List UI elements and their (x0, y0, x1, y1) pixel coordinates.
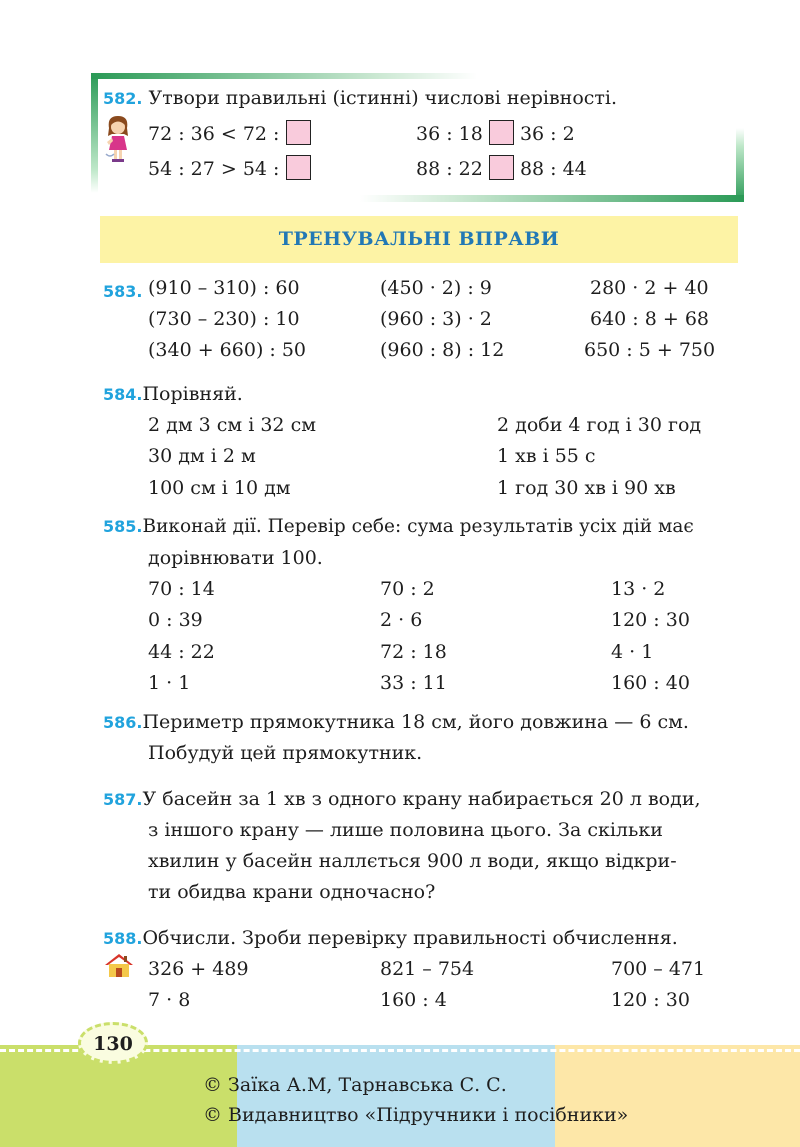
exercise-title: Утвори правильні (істинні) числові нерівності. (148, 87, 618, 109)
exercise-number: 584. (103, 385, 143, 404)
inequality-left-text: 36 : 18 (416, 123, 483, 145)
exercise-number: 585. (103, 517, 143, 536)
exercise-text-line: Побудуй цей прямокутник. (148, 742, 423, 764)
exercise-number: 587. (103, 790, 143, 809)
expression: 160 : 4 (380, 989, 447, 1011)
footer-band-yellow (555, 1045, 800, 1147)
exercise-text-line: хвилин у басейн наллється 900 л води, якщо відкри- (148, 850, 677, 872)
expression: 7 · 8 (148, 989, 191, 1011)
expression: 326 + 489 (148, 958, 249, 980)
exercise-title: Порівняй. (142, 383, 243, 405)
expression: 72 : 18 (380, 641, 447, 663)
exercise-587-heading (103, 787, 701, 812)
house-icon (104, 952, 134, 978)
copyright-authors: © Заїка А.М, Тарнавська С. С. (203, 1074, 507, 1096)
page-number: 130 (93, 1033, 133, 1055)
exercise-number: 588. (103, 929, 143, 948)
expression: 2 · 6 (380, 609, 423, 631)
ex582-row2-left (148, 155, 311, 181)
exercise-number: 582. (103, 89, 143, 108)
inequality-text: 54 : 27 > 54 : (148, 158, 280, 180)
exercise-text-line: Периметр прямокутника 18 см, його довжина — 6 см. (142, 711, 689, 733)
expression: 650 : 5 + 750 (584, 339, 716, 361)
exercise-586-heading (103, 710, 689, 735)
expression: 0 : 39 (148, 609, 203, 631)
expression: 160 : 40 (611, 672, 690, 694)
exercise-text-line: Виконай дії. Перевір себе: сума результатів усіх дій має (142, 516, 694, 537)
expression: (730 – 230) : 10 (148, 308, 300, 330)
expression: 70 : 14 (148, 578, 215, 600)
exercise-text-line: ти обидва крани одночасно? (148, 881, 436, 903)
exercise-582-heading (103, 86, 617, 111)
copyright-publisher: © Видавництво «Підручники і посібники» (203, 1104, 629, 1126)
expression: 120 : 30 (611, 989, 690, 1011)
exercise-584-heading (103, 382, 243, 407)
ex582-row1-left (148, 120, 311, 146)
expression: 700 – 471 (611, 958, 706, 980)
expression: 33 : 11 (380, 672, 447, 694)
comparison-item: 1 хв і 55 с (497, 445, 596, 467)
answer-box[interactable] (286, 155, 311, 180)
expression: (340 + 660) : 50 (148, 339, 307, 361)
girl-icon (104, 114, 132, 166)
inequality-right-text: 88 : 44 (519, 158, 587, 180)
expression: 821 – 754 (380, 958, 475, 980)
expression: 1 · 1 (148, 672, 191, 694)
expression: 13 · 2 (611, 578, 666, 600)
frame-right-bar (736, 128, 744, 202)
page-number-badge (78, 1022, 148, 1064)
expression: 280 · 2 + 40 (590, 277, 709, 299)
expression: 70 : 2 (380, 578, 435, 600)
expression: 44 : 22 (148, 641, 215, 663)
ex582-row1-right (416, 120, 575, 146)
answer-box[interactable] (286, 120, 311, 145)
frame-bottom-bar (360, 195, 744, 202)
comparison-item: 2 доби 4 год і 30 год (497, 414, 702, 436)
exercise-583-number: 583. (103, 282, 143, 301)
expression: (960 : 8) : 12 (380, 339, 505, 361)
exercise-number: 586. (103, 713, 143, 732)
inequality-right-text: 36 : 2 (519, 123, 575, 145)
exercise-text-line: з іншого крану — лише половина цього. За скільки (148, 819, 663, 841)
exercise-585-heading (103, 515, 694, 539)
frame-top-bar (91, 73, 477, 79)
expression: 640 : 8 + 68 (590, 308, 710, 330)
comparison-item: 1 год 30 хв і 90 хв (497, 477, 676, 499)
comparison-item: 2 дм 3 см і 32 см (148, 414, 316, 436)
frame-left-bar (91, 73, 98, 193)
answer-box[interactable] (489, 120, 514, 145)
comparison-item: 100 см і 10 дм (148, 477, 291, 499)
exercise-title: Обчисли. Зроби перевірку правильності обчислення. (142, 927, 678, 949)
section-title: ТРЕНУВАЛЬНІ ВПРАВИ (278, 228, 560, 250)
exercise-text-line: дорівнювати 100. (148, 547, 323, 569)
expression: 4 · 1 (611, 641, 654, 663)
expression: (910 – 310) : 60 (148, 277, 300, 299)
inequality-left-text: 88 : 22 (416, 158, 483, 180)
comparison-item: 30 дм і 2 м (148, 445, 256, 467)
section-banner (100, 216, 738, 263)
exercise-588-heading (103, 926, 678, 951)
expression: (960 : 3) · 2 (380, 308, 492, 330)
exercise-text-line: У басейн за 1 хв з одного крану набирається 20 л води, (142, 788, 701, 810)
expression: (450 · 2) : 9 (380, 277, 492, 299)
answer-box[interactable] (489, 155, 514, 180)
ex582-row2-right (416, 155, 587, 181)
inequality-text: 72 : 36 < 72 : (148, 123, 280, 145)
expression: 120 : 30 (611, 609, 690, 631)
